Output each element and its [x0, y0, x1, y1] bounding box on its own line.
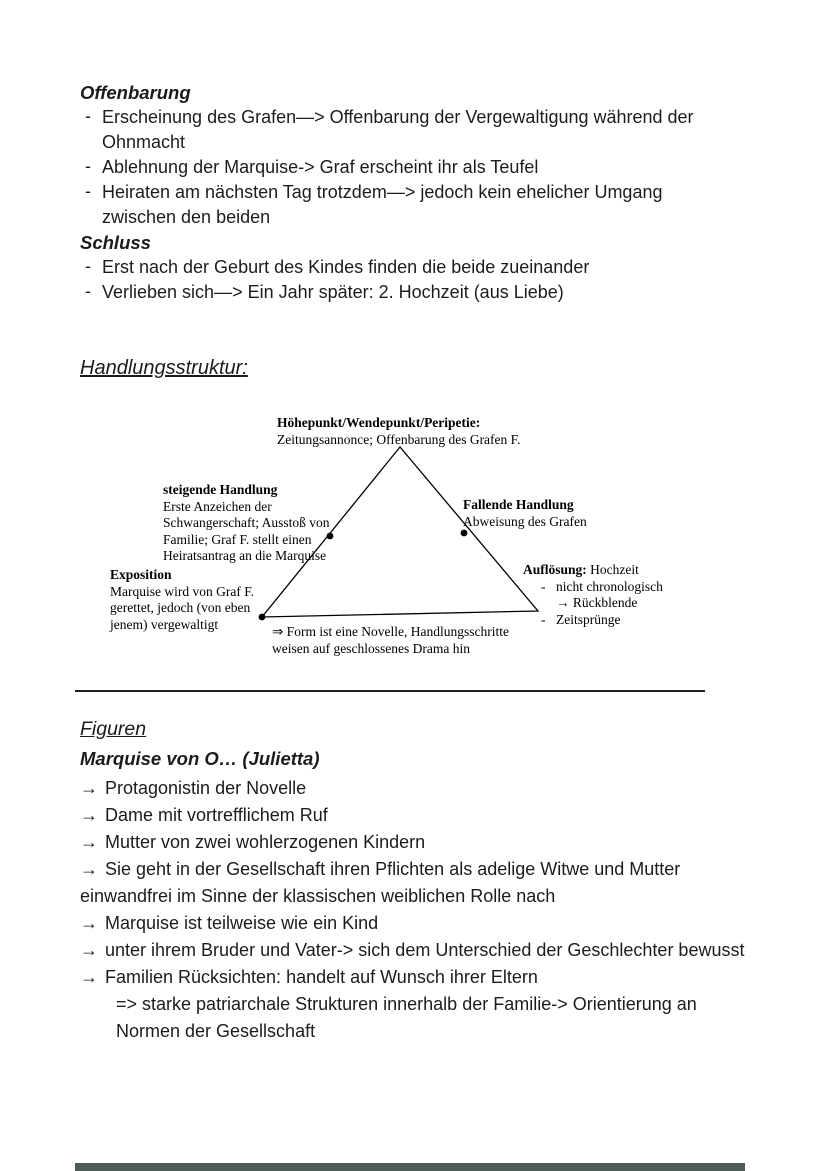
section-divider — [75, 690, 705, 692]
figure-trait-text: Marquise ist teilweise wie ein Kind — [105, 913, 379, 933]
section-figuren — [80, 716, 746, 1045]
list-item — [80, 280, 730, 305]
resolution-bullet — [523, 579, 733, 596]
plot-structure-diagram — [80, 410, 748, 668]
arrow-marker: → — [80, 913, 98, 933]
arrow-marker: → — [80, 940, 98, 960]
figure-trait-text: Mutter von zwei wohlerzogenen Kindern — [105, 832, 426, 852]
schluss-list — [80, 255, 730, 305]
arrow-marker: → — [80, 778, 98, 798]
diagram-label-exposition — [110, 567, 254, 633]
resolution-bullet — [523, 612, 733, 629]
resolution-bullet-text: nicht chronologisch — [556, 578, 663, 594]
figure-trait-text: Protagonistin der Novelle — [105, 778, 307, 798]
next-page-peek — [75, 1163, 745, 1171]
diagram-label-resolution — [523, 562, 733, 628]
figure-trait — [80, 937, 746, 964]
exposition-line: Marquise wird von Graf F. — [110, 583, 255, 599]
figure-trait-text: Dame mit vortrefflichem Ruf — [105, 805, 328, 825]
conclusion-line: weisen auf geschlossenes Drama hin — [272, 640, 470, 656]
figure-trait — [80, 802, 746, 829]
resolution-bullet — [523, 595, 733, 612]
climax-title: Höhepunkt/Wendepunkt/Peripetie: — [277, 415, 481, 430]
dash-marker: - — [85, 156, 91, 176]
figure-trait-text: unter ihrem Bruder und Vater-> sich dem Unterschied der Geschlechter bewusst — [105, 940, 745, 960]
rising-line: Heiratsantrag an die Marquise — [163, 548, 327, 563]
figure-trait — [80, 775, 746, 802]
list-item — [80, 105, 730, 155]
arrow-marker: → — [80, 967, 98, 987]
dash-marker: - — [85, 106, 91, 126]
dash-marker: - — [85, 256, 91, 276]
rising-line: Erste Anzeichen der — [163, 498, 272, 514]
figure-trait — [80, 964, 746, 991]
figure-trait — [80, 829, 746, 856]
list-item-text: Ablehnung der Marquise-> Graf erscheint ihr als Teufel — [102, 157, 539, 177]
subheading-marquise: Marquise von O… (Julietta) — [80, 748, 320, 769]
figure-trait — [80, 856, 746, 910]
list-item-text: Erst nach der Geburt des Kindes finden die beide zueinander — [102, 257, 590, 277]
arrow-marker: → — [80, 805, 98, 825]
figure-trait-text: Sie geht in der Gesellschaft ihren Pflichten als adelige Witwe und Mutter einwandfrei im Sinne der klassischen weiblichen Rolle nach — [80, 859, 681, 906]
dash-marker: - — [541, 578, 546, 594]
arrow-marker: → — [80, 832, 98, 852]
exposition-line: jenem) vergewaltigt — [110, 616, 219, 632]
diagram-label-falling-action — [463, 497, 587, 530]
list-item — [80, 255, 730, 280]
exposition-line: gerettet, jedoch (von eben — [110, 600, 251, 615]
falling-title: Fallende Handlung — [463, 497, 574, 512]
section-plot-notes — [80, 80, 730, 305]
heading-offenbarung: Offenbarung — [80, 82, 191, 103]
heading-handlungsstruktur: Handlungsstruktur: — [80, 357, 248, 379]
list-item — [80, 155, 730, 180]
falling-text: Abweisung des Grafen — [463, 513, 587, 529]
dash-marker: - — [541, 611, 546, 627]
diagram-label-rising-action — [163, 482, 329, 565]
resolution-text: Hochzeit — [590, 562, 639, 577]
offenbarung-list — [80, 105, 730, 230]
dash-marker: - — [85, 181, 91, 201]
heading-figuren: Figuren — [80, 718, 147, 740]
climax-text: Zeitungsannonce; Offenbarung des Grafen F. — [277, 431, 521, 447]
rising-line: Schwangerschaft; Ausstoß von — [163, 515, 330, 530]
resolution-bullet-text: → Rückblende — [556, 595, 638, 610]
resolution-title: Auflösung: — [523, 562, 587, 577]
dash-marker: - — [85, 281, 91, 301]
rising-line: Familie; Graf F. stellt einen — [163, 531, 312, 547]
figure-trait-subnote: => starke patriarchale Strukturen innerhalb der Familie-> Orientierung an Normen der Gesellschaft — [116, 994, 697, 1041]
list-item-text: Verlieben sich—> Ein Jahr später: 2. Hochzeit (aus Liebe) — [102, 282, 564, 302]
diagram-conclusion — [272, 624, 509, 657]
rising-title: steigende Handlung — [163, 482, 278, 497]
heading-schluss: Schluss — [80, 232, 151, 253]
conclusion-line: ⇒ Form ist eine Novelle, Handlungsschritte — [272, 624, 510, 639]
exposition-title: Exposition — [110, 567, 172, 582]
list-item — [80, 180, 730, 230]
diagram-label-climax — [277, 415, 520, 448]
figure-trait — [80, 910, 746, 937]
list-item-text: Erscheinung des Grafen—> Offenbarung der Vergewaltigung während der Ohnmacht — [102, 107, 694, 152]
list-item-text: Heiraten am nächsten Tag trotzdem—> jedoch kein ehelicher Umgang zwischen den beiden — [102, 182, 663, 227]
resolution-bullet-text: Zeitsprünge — [556, 611, 621, 627]
arrow-marker: → — [80, 859, 98, 879]
figure-trait-text: Familien Rücksichten: handelt auf Wunsch ihrer Eltern — [105, 967, 538, 987]
